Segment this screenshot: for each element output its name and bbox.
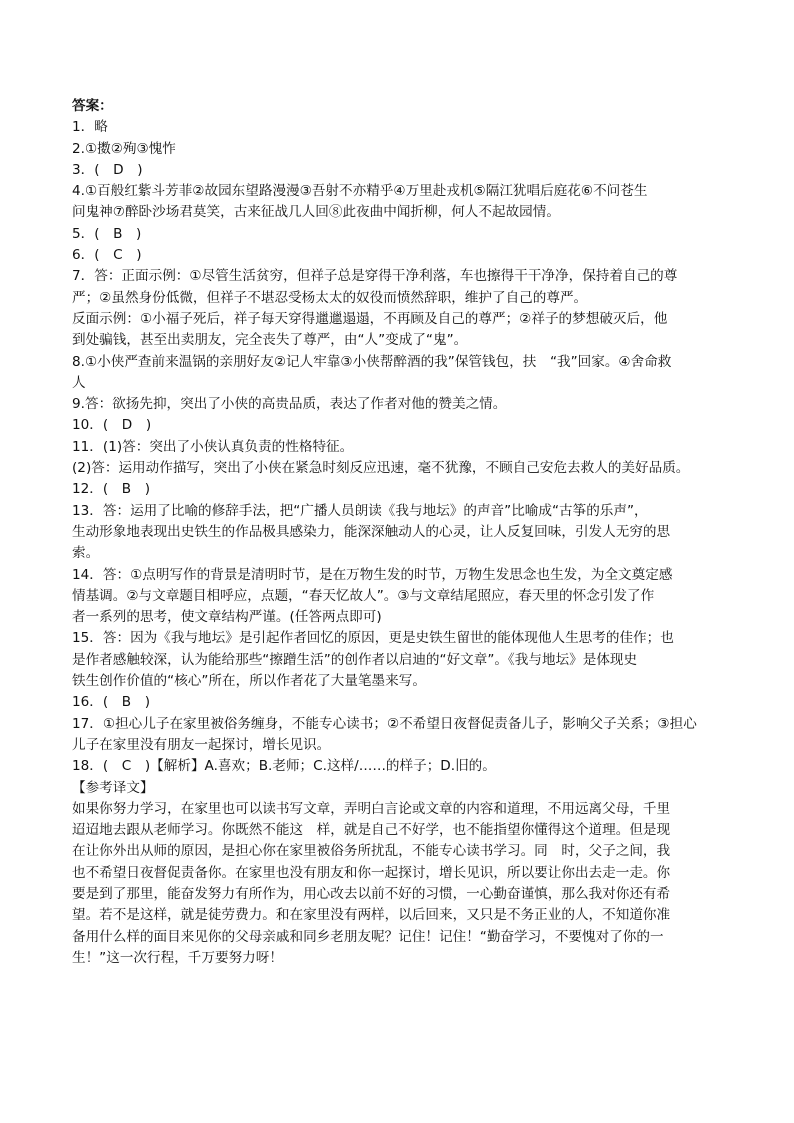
translation-line-5: 要是到了那里，能奋发努力有所作为，用心改去以前不好的习惯，一心勤奋谨慎，那么我对你还有希 [72,885,671,902]
answer-key-page [72,96,732,969]
translation-line-4: 也不希望日夜督促责备你。在家里也没有朋友和你一起探讨，增长见识，所以要让你出去走一走。你 [72,864,671,881]
answer-11-part-1: 11．(1)答：突出了小侠认真负责的性格特征。 [72,438,354,455]
translation-line-7: 备用什么样的面目来见你的父母亲戚和同乡老朋友呢？记住！记住！“勤奋学习，不要愧对了你的一 [72,928,664,945]
answer-2: 2.①擞②殉③愧怍 [72,140,176,157]
answer-7-line-1: 7．答：正面示例：①尽管生活贫穷，但祥子总是穿得干净利落，车也擦得干干净净，保持着自己的尊 [72,268,678,285]
answer-14-line-1: 14．答：①点明写作的背景是清明时节，是在万物生发的时节，万物生发思念也生发，为全文奠定感 [72,566,673,583]
answer-14-line-3: 者一系列的思考，使文章结构严谨。(任答两点即可) [72,609,382,626]
translation-line-3: 在让你外出从师的原因，是担心你在家里被俗务所扰乱，不能专心读书学习。同 时，父子之间，我 [72,843,671,860]
answer-9: 9.答：欲扬先抑，突出了小侠的高贵品质，表达了作者对他的赞美之情。 [72,396,507,413]
answer-1: 1．略 [72,119,108,136]
translation-line-2: 迢迢地去跟从老师学习。你既然不能这 样，就是自己不好学，也不能指望你懂得这个道理。但是现 [72,822,671,839]
answer-14-line-2: 情基调。②与文章题目相呼应，点题，“春天忆故人”。③与文章结尾照应，春天里的怀念引发了作 [72,587,655,604]
translation-heading: 【参考译文】 [72,779,154,796]
answer-4-line-2-part-a: 问鬼神⑦醉卧沙场君莫笑， [72,204,234,221]
answer-13-line-1: 13．答：运用了比喻的修辞手法，把“广播人员朗读《我与地坛》的声音”比喻成“古筝的乐声”， [72,502,648,519]
answer-7-line-2: 严；②虽然身份低微，但祥子不堪忍受杨太太的奴役而愤然辞职，维护了自己的尊严。 [72,289,588,306]
translation-line-8: 生！”这一次行程，千万要努力呀！ [72,949,283,966]
answer-4-line-2 [72,202,732,223]
answer-15-line-3: 铁生创作价值的“核心”所在，所以作者花了大量笔墨来写。 [72,673,426,690]
answer-17-line-2: 儿子在家里没有朋友一起探讨，增长见识。 [72,736,331,753]
answer-8-line-1: 8.①小侠严查前来温锅的亲朋好友②记人牢靠③小侠帮醉酒的我”保管钱包，扶 “我”回家。④舍命救 [72,353,672,370]
answer-7-line-4: 到处骗钱，甚至出卖朋友，完全丧失了尊严，由“人”变成了“鬼”。 [72,332,468,349]
answer-15-line-2: 是作者感触较深，认为能给那些“擦蹭生活”的创作者以启迪的“好文章”。《我与地坛》是体现史 [72,651,638,668]
answer-8-line-2: 人 [72,374,86,391]
answer-12: 12．( B ) [72,481,151,498]
answer-3: 3．( D ) [72,161,143,178]
answer-7-line-3: 反面示例：①小福子死后，祥子每天穿得邋邋遢遢，不再顾及自己的尊严；②祥子的梦想破灭后，他 [72,310,668,327]
answer-18: 18．( C )【解析】A.喜欢；B.老师；C.这样/……的样子；D.旧的。 [72,758,496,775]
translation-line-1: 如果你努力学习，在家里也可以读书写文章，弄明白言论或文章的内容和道理，不用远离父母，千里 [72,800,671,817]
answer-16: 16．( B ) [72,694,151,711]
answer-11-part-2: (2)答：运用动作描写，突出了小侠在紧急时刻反应迅速，毫不犹豫，不顾自己安危去救人的美好品质。 [72,460,690,477]
answer-5: 5．( B ) [72,225,142,242]
answer-6: 6．( C ) [72,247,142,264]
answer-4-line-2-part-b: 古来征战几人回⑧此夜曲中闻折柳，何人不起故园情。 [233,204,560,221]
translation-line-6: 望。若不是这样，就是徒劳费力。和在家里没有两样，以后回来，又只是不务正业的人，不知道你准 [72,907,671,924]
answer-17-line-1: 17．①担心儿子在家里被俗务缠身，不能专心读书；②不希望日夜督促责备儿子，影响父子关系；③担心 [72,715,697,732]
answer-13-line-2: 生动形象地表现出史铁生的作品极具感染力，能深深触动人的心灵，让人反复回味，引发人无穷的思 [72,523,671,540]
answer-4-line-1: 4.①百般红紫斗芳菲②故园东望路漫漫③吾射不亦精乎④万里赴戎机⑤隔江犹唱后庭花⑥不问苍生 [72,183,648,200]
answer-13-line-3: 索。 [72,545,100,562]
answers-heading: 答案： [72,98,113,114]
answer-10: 10．( D ) [72,417,152,434]
answer-15-line-1: 15．答：因为《我与地坛》是引起作者回忆的原因，更是史铁生留世的能体现他人生思考的佳作；也 [72,630,674,647]
